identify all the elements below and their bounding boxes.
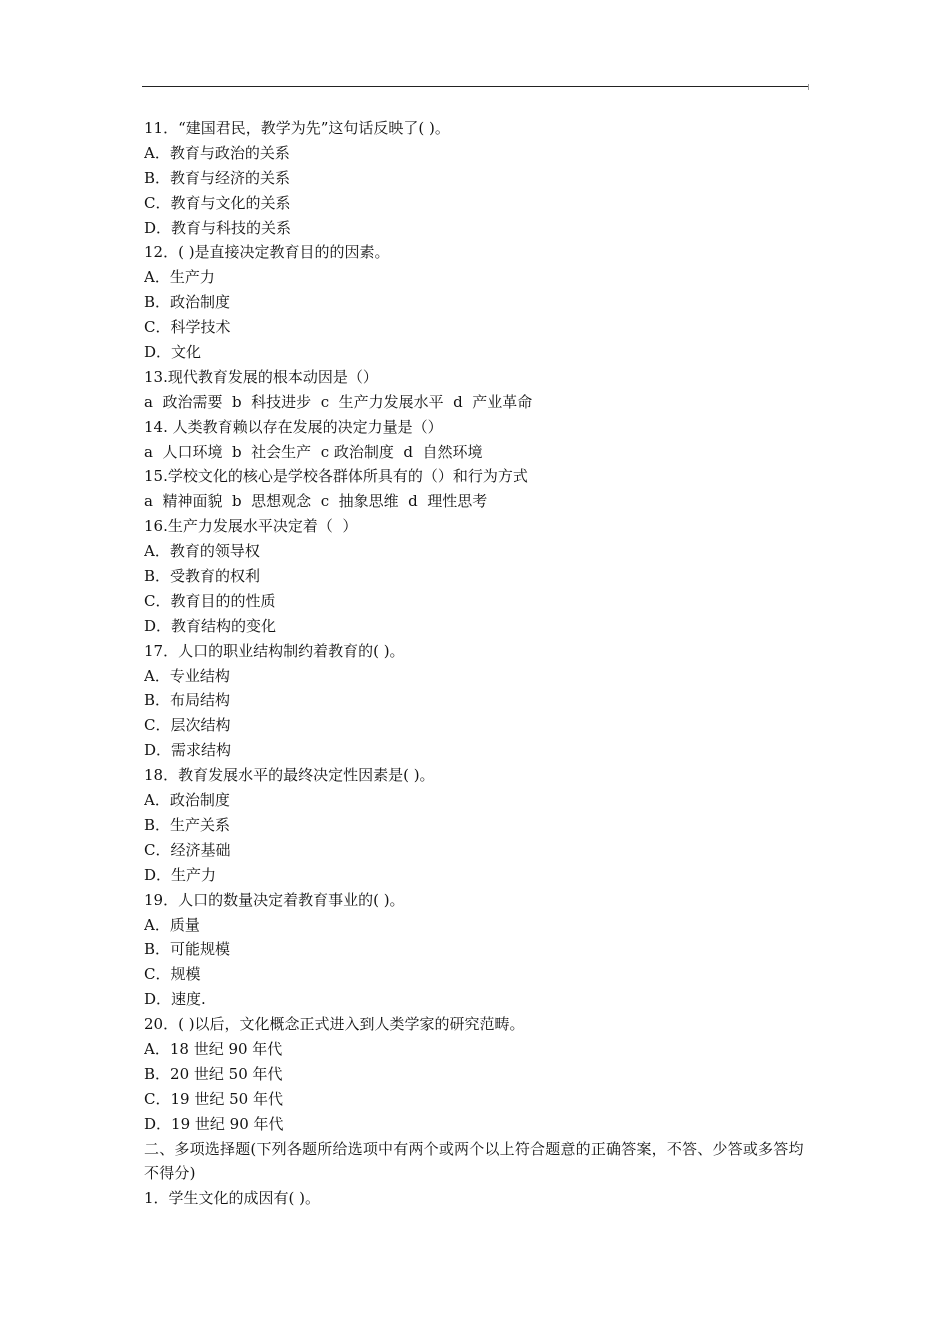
option-line: C．教育与文化的关系	[144, 193, 291, 212]
question-11: 11．“建国君民，教学为先”这句话反映了( )。	[144, 119, 450, 137]
option-line: D．生产力	[144, 865, 217, 884]
question-16: 16.生产力发展水平决定着（ ）	[144, 517, 358, 536]
question-13: 13.现代教育发展的根本动因是（）	[144, 367, 378, 386]
question-12: 12．( )是直接决定教育目的的因素。	[144, 243, 390, 262]
option-line: B．教育与经济的关系	[144, 168, 291, 187]
option-line: C．教育目的的性质	[144, 591, 276, 610]
option-line: D．速度.	[144, 990, 206, 1009]
document-body	[144, 116, 808, 1211]
option-line: B．布局结构	[144, 691, 231, 710]
question-18: 18．教育发展水平的最终决定性因素是( )。	[144, 766, 435, 785]
option-line: D．19 世纪 90 年代	[144, 1114, 284, 1133]
option-line: D．文化	[144, 343, 202, 362]
option-line: C．19 世纪 50 年代	[144, 1089, 283, 1108]
option-line: C．科学技术	[144, 318, 231, 337]
option-line: C．经济基础	[144, 840, 231, 859]
question-15: 15.学校文化的核心是学校各群体所具有的（）和行为方式	[144, 467, 528, 486]
option-line: A．18 世纪 90 年代	[144, 1039, 283, 1058]
question-20: 20．( )以后，文化概念正式进入到人类学家的研究范畴。	[144, 1015, 525, 1034]
inline-options: a 政治需要 b 科技进步 c 生产力发展水平 d 产业革命	[144, 392, 533, 411]
header-rule	[142, 86, 808, 87]
option-line: D．教育结构的变化	[144, 616, 277, 635]
question-19: 19．人口的数量决定着教育事业的( )。	[144, 890, 405, 909]
inline-options: a 精神面貌 b 思想观念 c 抽象思维 d 理性思考	[144, 492, 488, 511]
multi-choice-question-1: 1．学生文化的成因有( )。	[144, 1189, 321, 1208]
option-line: A．教育的领导权	[144, 542, 260, 561]
header-rule-end-mark	[808, 84, 809, 90]
option-line: A．生产力	[144, 268, 215, 287]
option-line: B．20 世纪 50 年代	[144, 1064, 283, 1083]
option-line: B．受教育的权利	[144, 567, 261, 586]
option-line: C．层次结构	[144, 716, 231, 735]
question-14: 14. 人类教育赖以存在发展的决定力量是（）	[144, 417, 443, 436]
option-line: A．政治制度	[144, 791, 230, 810]
section-heading: 二、多项选择题(下列各题所给选项中有两个或两个以上符合题意的正确答案，不答、少答或多答均不得分)	[144, 1139, 804, 1183]
option-line: B．可能规模	[144, 940, 231, 959]
option-line: A．质量	[144, 915, 200, 934]
option-line: D．需求结构	[144, 741, 232, 760]
option-line: B．政治制度	[144, 293, 231, 312]
option-line: D．教育与科技的关系	[144, 218, 292, 237]
option-line: C．规模	[144, 965, 201, 984]
option-line: A．教育与政治的关系	[144, 143, 290, 162]
option-line: B．生产关系	[144, 815, 231, 834]
option-line: A．专业结构	[144, 666, 230, 685]
inline-options: a 人口环境 b 社会生产 c 政治制度 d 自然环境	[144, 442, 483, 461]
question-17: 17．人口的职业结构制约着教育的( )。	[144, 641, 405, 660]
